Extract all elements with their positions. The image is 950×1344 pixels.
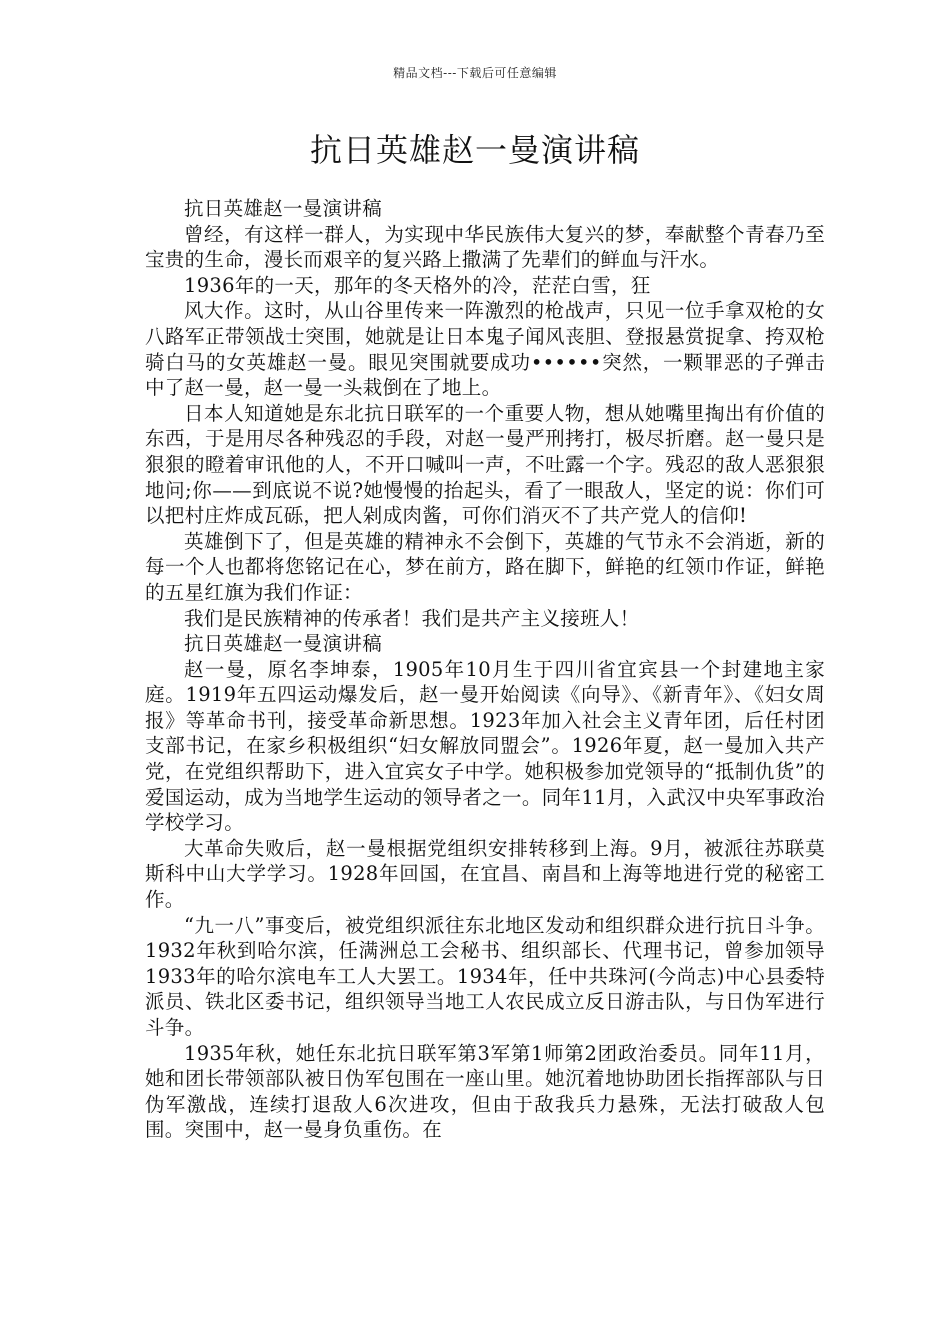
paragraph: 英雄倒下了，但是英雄的精神永不会倒下，英雄的气节永不会消逝，新的每一个人也都将您铭记在心，梦在前方，路在脚下，鲜艳的红领巾作证，鲜艳的五星红旗为我们作证： <box>145 529 825 604</box>
paragraph: 1935年秋，她任东北抗日联军第3军第1师第2团政治委员。同年11月，她和团长带领部队被日伪军包围在一座山里。她沉着地协助团长指挥部队与日伪军激战，连续打退敌人6次进攻，但由于敌我兵力悬殊，无法打破敌人包围。突围中，赵一曼身负重伤。在 <box>145 1041 825 1142</box>
paragraph: 我们是民族精神的传承者！我们是共产主义接班人！ <box>184 606 640 630</box>
paragraph: 抗日英雄赵一曼演讲稿 <box>184 632 383 656</box>
page-header: 精品文档---下载后可任意编辑 <box>393 66 557 80</box>
document-title: 抗日英雄赵一曼演讲稿 <box>309 131 640 169</box>
paragraph: 曾经，有这样一群人，为实现中华民族伟大复兴的梦，奉献整个青春乃至宝贵的生命，漫长而艰辛的复兴路上撒满了先辈们的鲜血与汗水。 <box>145 222 825 272</box>
paragraph: 赵一曼，原名李坤泰，1905年10月生于四川省宜宾县一个封建地主家庭。1919年五四运动爆发后，赵一曼开始阅读《向导》、《新青年》、《妇女周报》等革命书刊，接受革命新思想。1923年加入社会主义青年团，后任村团支部书记，在家乡积极组织“妇女解放同盟会”。1926年夏，赵一曼加入共产党，在党组织帮助下，进入宜宾女子中学。她积极参加党领导的“抵制仇货”的爱国运动，成为当地学生运动的领导者之一。同年11月，入武汉中央军事政治学校学习。 <box>145 657 825 835</box>
paragraph: 抗日英雄赵一曼演讲稿 <box>184 197 383 220</box>
paragraph: 日本人知道她是东北抗日联军的一个重要人物，想从她嘴里掏出有价值的东西，于是用尽各种残忍的手段，对赵一曼严刑拷打，极尽折磨。赵一曼只是狠狠的瞪着审讯他的人，不开口喊叫一声，不吐露一个字。残忍的敌人恶狠狠地问;你——到底说不说?她慢慢的抬起头，看了一眼敌人，坚定的说：你们可以把村庄炸成瓦砾，把人剁成肉酱，可你们消灭不了共产党人的信仰! <box>145 401 825 528</box>
paragraph: 风大作。这时，从山谷里传来一阵激烈的枪战声，只见一位手拿双枪的女八路军正带领战士突围，她就是让日本鬼子闻风丧胆、登报悬赏捉拿、挎双枪骑白马的女英雄赵一曼。眼见突围就要成功••••••突然，一颗罪恶的子弹击中了赵一曼，赵一曼一头栽倒在了地上。 <box>145 299 825 400</box>
paragraph: 1936年的一天，那年的冬天格外的冷，茫茫白雪，狂 <box>184 273 651 297</box>
paragraph: 大革命失败后，赵一曼根据党组织安排转移到上海。9月，被派往苏联莫斯科中山大学学习。1928年回国，在宜昌、南昌和上海等地进行党的秘密工作。 <box>145 836 825 912</box>
document-body <box>145 196 825 1143</box>
paragraph: “九一八”事变后，被党组织派往东北地区发动和组织群众进行抗日斗争。1932年秋到哈尔滨，任满洲总工会秘书、组织部长、代理书记，曾参加领导1933年的哈尔滨电车工人大罢工。1934年，任中共珠河(今尚志)中心县委特派员、铁北区委书记，组织领导当地工人农民成立反日游击队，与日伪军进行斗争。 <box>145 913 825 1039</box>
